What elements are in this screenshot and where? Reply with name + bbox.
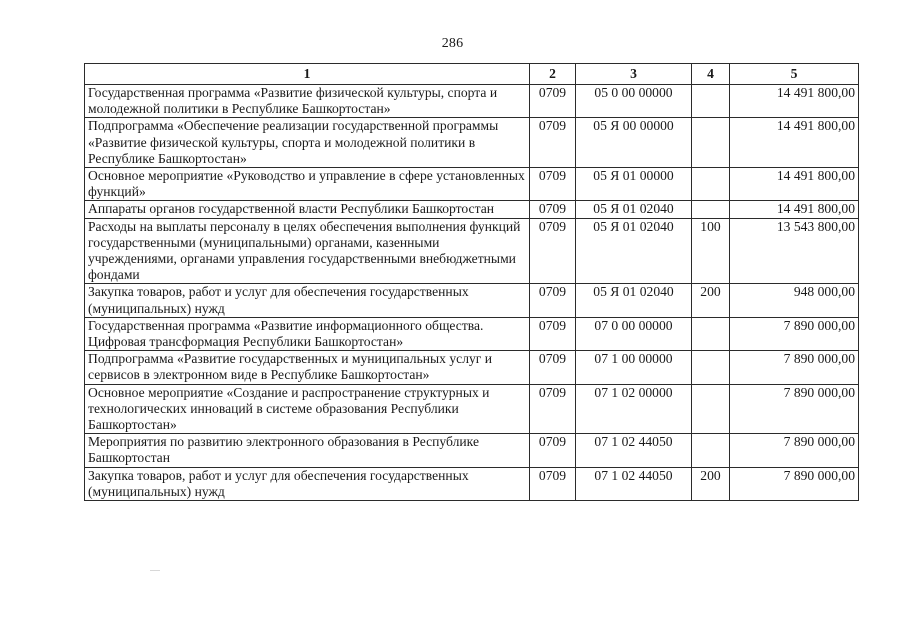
row-section: 0709 bbox=[530, 168, 576, 201]
table-header-row bbox=[85, 64, 859, 85]
row-target-code: 07 0 00 00000 bbox=[576, 317, 692, 350]
row-name: Подпрограмма «Обеспечение реализации государственной программы «Развитие физической культуры, спорта и молодежной политики в Республике Башкортостан» bbox=[85, 118, 530, 168]
row-expense-type bbox=[692, 351, 730, 384]
row-target-code: 05 Я 01 02040 bbox=[576, 218, 692, 284]
table-body bbox=[85, 85, 859, 501]
table-row bbox=[85, 201, 859, 218]
row-name: Аппараты органов государственной власти Республики Башкортостан bbox=[85, 201, 530, 218]
row-expense-type bbox=[692, 317, 730, 350]
row-amount: 7 890 000,00 bbox=[730, 434, 859, 467]
row-amount: 14 491 800,00 bbox=[730, 85, 859, 118]
row-amount: 14 491 800,00 bbox=[730, 118, 859, 168]
header-col-4: 4 bbox=[692, 64, 730, 85]
row-name: Расходы на выплаты персоналу в целях обеспечения выполнения функций государственными (муниципальными) органами, казенными учреждениями, органами управления государственными внебюджетными фондами bbox=[85, 218, 530, 284]
row-target-code: 05 Я 01 02040 bbox=[576, 201, 692, 218]
row-amount: 7 890 000,00 bbox=[730, 384, 859, 434]
row-name: Подпрограмма «Развитие государственных и муниципальных услуг и сервисов в электронном виде в Республике Башкортостан» bbox=[85, 351, 530, 384]
header-col-2: 2 bbox=[530, 64, 576, 85]
row-section: 0709 bbox=[530, 351, 576, 384]
page-number: 286 bbox=[441, 36, 464, 51]
row-section: 0709 bbox=[530, 434, 576, 467]
row-expense-type bbox=[692, 118, 730, 168]
table-row bbox=[85, 118, 859, 168]
row-name: Основное мероприятие «Руководство и управление в сфере установленных функций» bbox=[85, 168, 530, 201]
table-row bbox=[85, 218, 859, 284]
row-target-code: 07 1 00 00000 bbox=[576, 351, 692, 384]
row-section: 0709 bbox=[530, 284, 576, 317]
header-col-1: 1 bbox=[85, 64, 530, 85]
table-row bbox=[85, 168, 859, 201]
row-expense-type: 200 bbox=[692, 284, 730, 317]
scan-artifact bbox=[150, 570, 160, 571]
row-name: Закупка товаров, работ и услуг для обеспечения государственных (муниципальных) нужд bbox=[85, 284, 530, 317]
row-name: Закупка товаров, работ и услуг для обеспечения государственных (муниципальных) нужд bbox=[85, 467, 530, 500]
row-expense-type bbox=[692, 85, 730, 118]
row-target-code: 07 1 02 44050 bbox=[576, 434, 692, 467]
table-row bbox=[85, 434, 859, 467]
row-target-code: 07 1 02 44050 bbox=[576, 467, 692, 500]
row-expense-type bbox=[692, 168, 730, 201]
table-row bbox=[85, 284, 859, 317]
row-expense-type: 100 bbox=[692, 218, 730, 284]
table-row bbox=[85, 467, 859, 500]
row-section: 0709 bbox=[530, 467, 576, 500]
header-col-3: 3 bbox=[576, 64, 692, 85]
row-target-code: 05 0 00 00000 bbox=[576, 85, 692, 118]
row-amount: 13 543 800,00 bbox=[730, 218, 859, 284]
row-amount: 7 890 000,00 bbox=[730, 351, 859, 384]
row-target-code: 05 Я 00 00000 bbox=[576, 118, 692, 168]
row-expense-type bbox=[692, 201, 730, 218]
row-name: Мероприятия по развитию электронного образования в Республике Башкортостан bbox=[85, 434, 530, 467]
table-row bbox=[85, 351, 859, 384]
table-row bbox=[85, 85, 859, 118]
row-expense-type bbox=[692, 384, 730, 434]
row-amount: 948 000,00 bbox=[730, 284, 859, 317]
header-col-5: 5 bbox=[730, 64, 859, 85]
row-expense-type bbox=[692, 434, 730, 467]
table-row bbox=[85, 317, 859, 350]
row-amount: 7 890 000,00 bbox=[730, 467, 859, 500]
row-target-code: 05 Я 01 00000 bbox=[576, 168, 692, 201]
budget-table bbox=[84, 63, 859, 501]
row-target-code: 05 Я 01 02040 bbox=[576, 284, 692, 317]
row-amount: 14 491 800,00 bbox=[730, 168, 859, 201]
row-amount: 7 890 000,00 bbox=[730, 317, 859, 350]
row-expense-type: 200 bbox=[692, 467, 730, 500]
row-amount: 14 491 800,00 bbox=[730, 201, 859, 218]
row-section: 0709 bbox=[530, 85, 576, 118]
row-section: 0709 bbox=[530, 218, 576, 284]
row-name: Основное мероприятие «Создание и распространение структурных и технологических инноваций в системе образования Республики Башкортостан» bbox=[85, 384, 530, 434]
row-name: Государственная программа «Развитие информационного общества. Цифровая трансформация Республики Башкортостан» bbox=[85, 317, 530, 350]
row-section: 0709 bbox=[530, 317, 576, 350]
row-name: Государственная программа «Развитие физической культуры, спорта и молодежной политики в Республике Башкортостан» bbox=[85, 85, 530, 118]
row-target-code: 07 1 02 00000 bbox=[576, 384, 692, 434]
row-section: 0709 bbox=[530, 384, 576, 434]
table-row bbox=[85, 384, 859, 434]
row-section: 0709 bbox=[530, 201, 576, 218]
row-section: 0709 bbox=[530, 118, 576, 168]
